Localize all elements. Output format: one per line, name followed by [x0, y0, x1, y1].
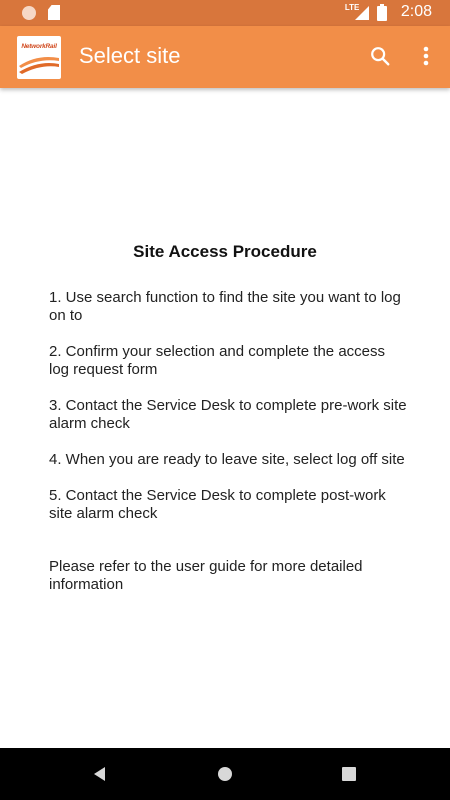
home-button[interactable] [213, 762, 237, 786]
battery-icon [377, 4, 387, 21]
logo-swoosh-icon [19, 52, 59, 74]
procedure-step: 1. Use search function to find the site you want to log on to [49, 289, 401, 324]
search-icon [369, 45, 391, 67]
sd-card-icon [48, 5, 60, 20]
procedure-step: 4. When you are ready to leave site, select log off site [49, 451, 405, 468]
home-circle-icon [217, 766, 233, 782]
logo-text: NetworkRail [21, 43, 57, 50]
status-system [344, 3, 432, 21]
main-content [0, 88, 450, 748]
back-button[interactable] [88, 762, 112, 786]
app-bar [0, 26, 450, 88]
signal-icon [355, 6, 369, 20]
more-vert-icon [422, 45, 430, 67]
user-guide-note: Please refer to the user guide for more detailed information [49, 558, 363, 593]
navigation-bar [0, 748, 450, 800]
network-rail-logo [17, 36, 61, 79]
signal-indicator [344, 3, 369, 21]
page-title: Select site [79, 43, 181, 68]
more-options-button[interactable] [411, 41, 441, 71]
procedure-step: 5. Contact the Service Desk to complete post-work site alarm check [49, 487, 386, 522]
status-time: 2:08 [400, 3, 432, 20]
recents-button[interactable] [337, 762, 361, 786]
procedure-step: 3. Contact the Service Desk to complete pre-work site alarm check [49, 397, 407, 432]
procedure-step: 2. Confirm your selection and complete the access log request form [49, 343, 385, 378]
status-notifications [22, 5, 60, 20]
notification-circle-icon [22, 6, 36, 20]
status-bar [0, 0, 450, 26]
back-triangle-icon [92, 766, 108, 782]
search-button[interactable] [365, 41, 395, 71]
network-type-label: LTE [344, 3, 360, 12]
procedure-steps [49, 289, 409, 541]
recents-square-icon [342, 767, 356, 781]
procedure-heading: Site Access Procedure [133, 242, 317, 261]
